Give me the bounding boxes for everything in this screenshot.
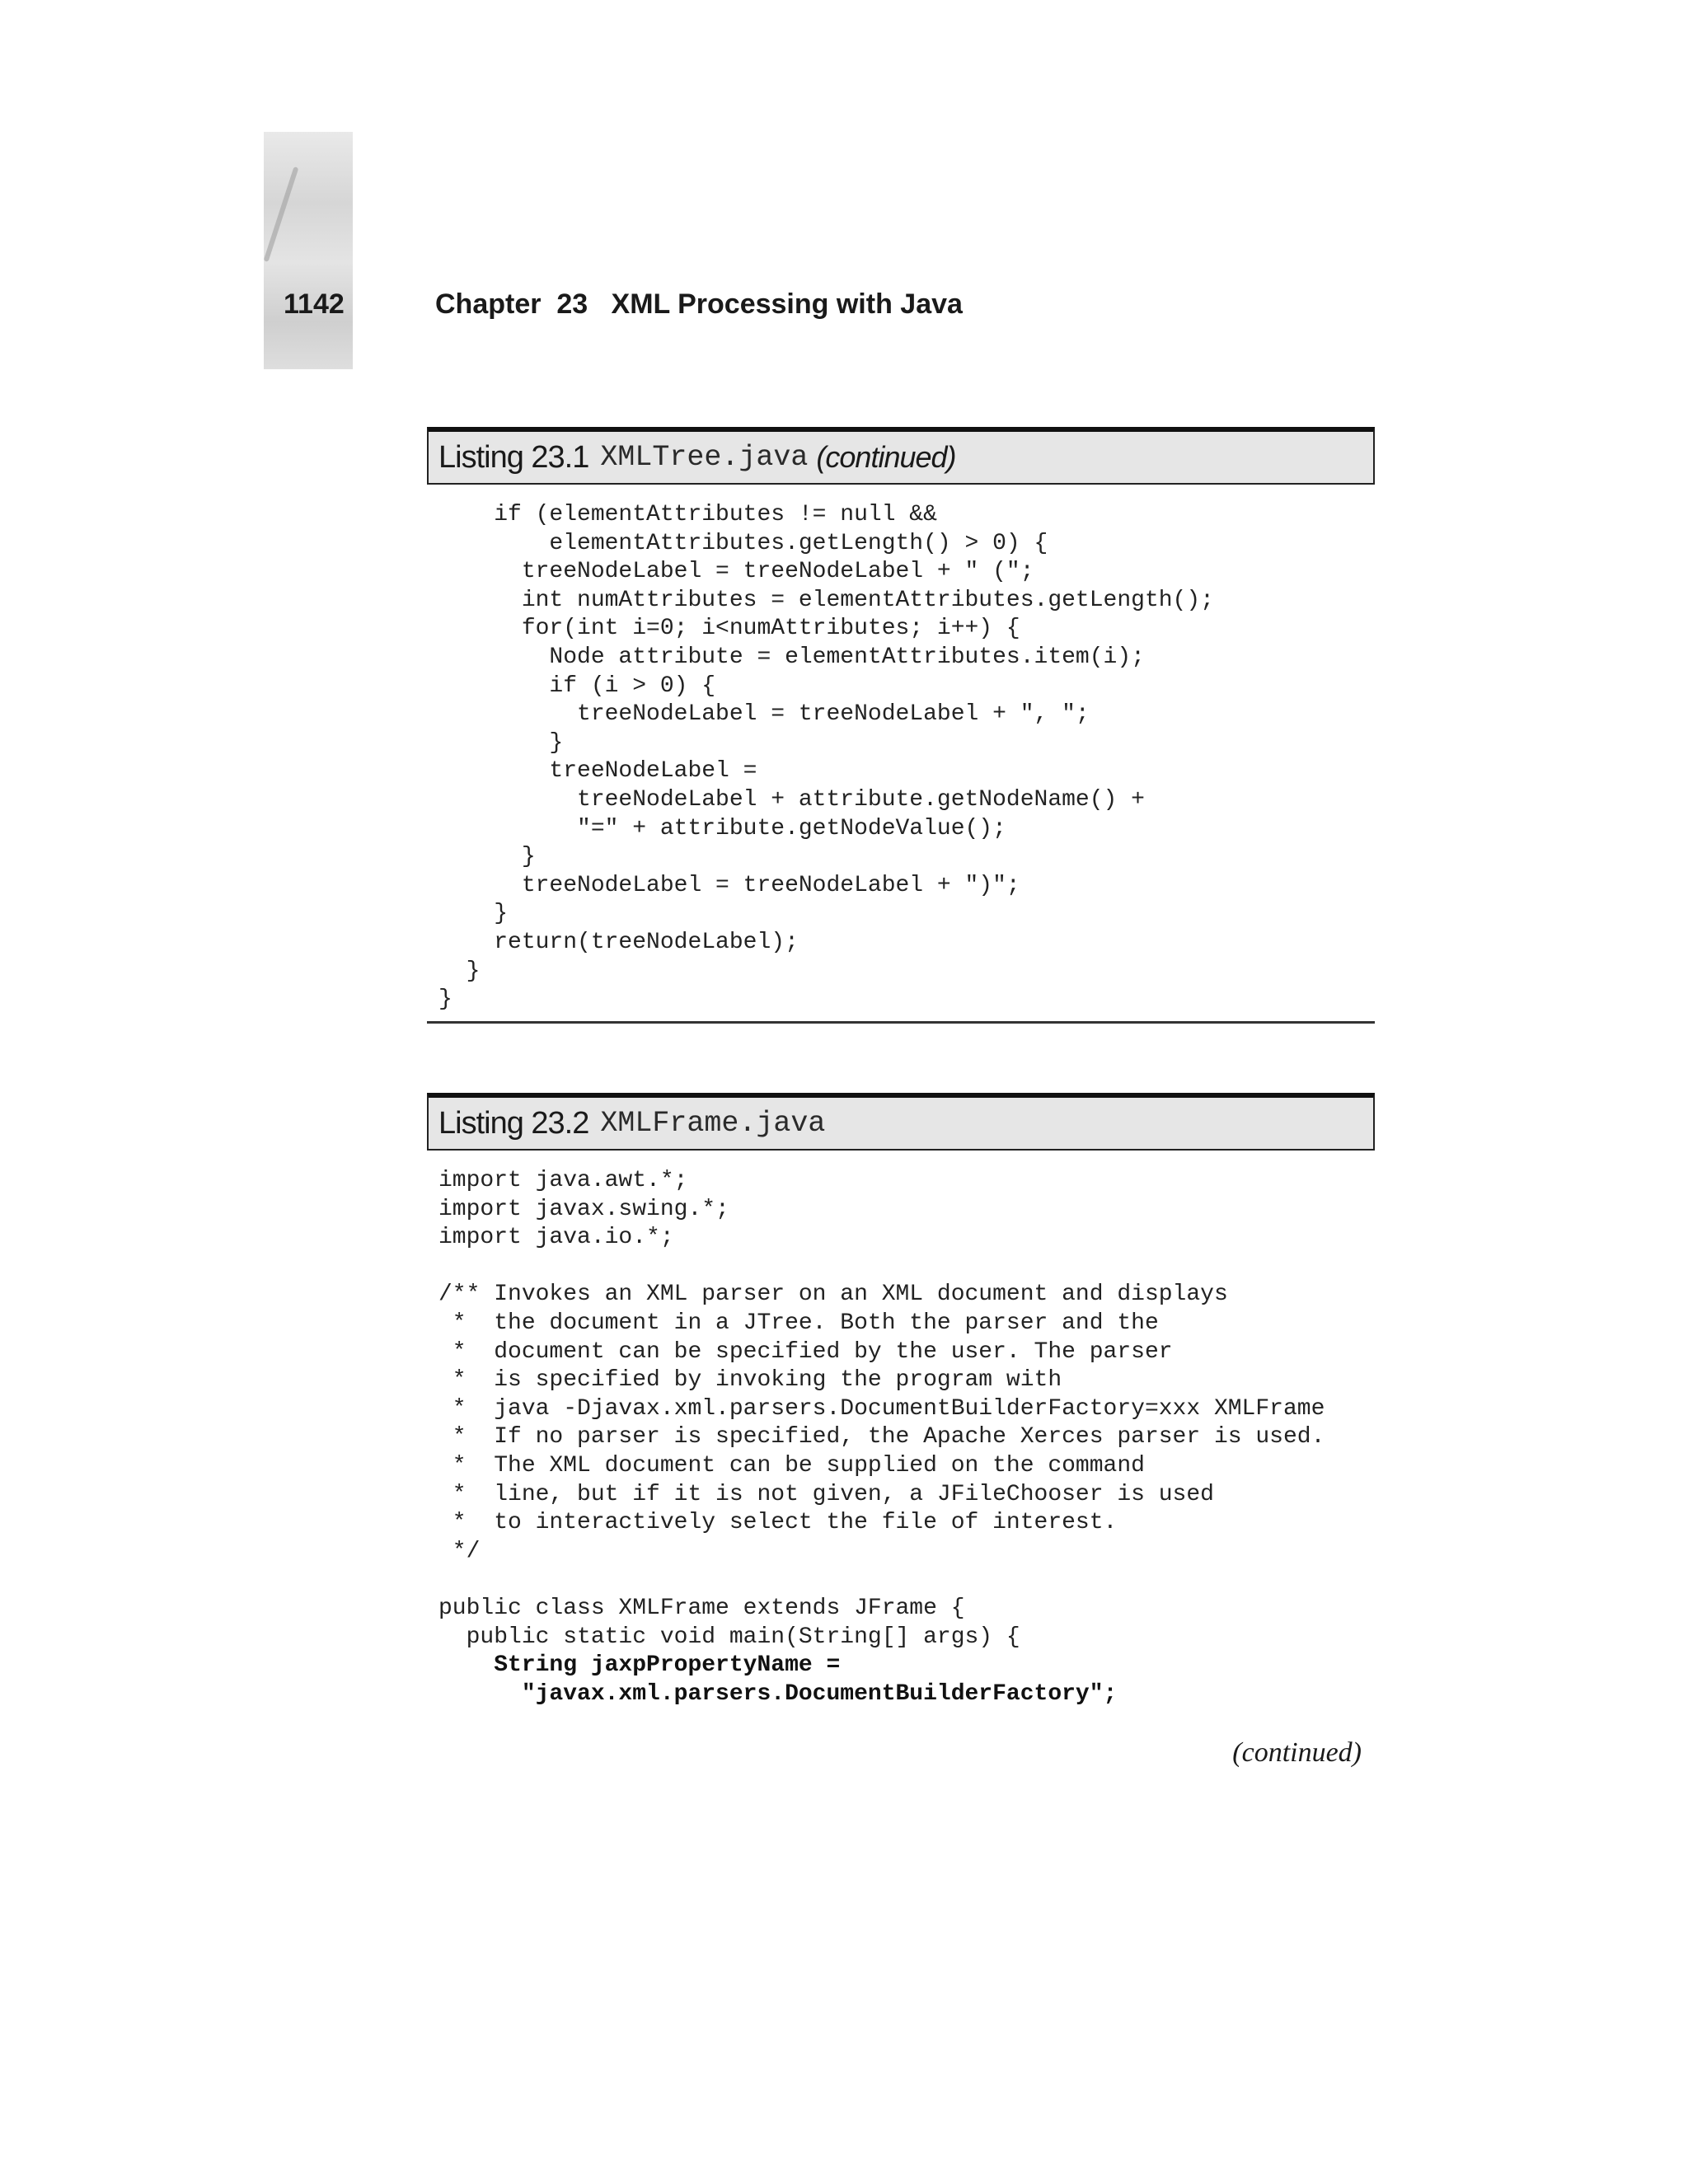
code-line: /** Invokes an XML parser on an XML document and displays xyxy=(438,1282,1228,1308)
code-line: * to interactively select the file of interest. xyxy=(438,1510,1118,1536)
code-line: * document can be specified by the user. The parser xyxy=(438,1338,1173,1365)
code-line-bold: "javax.xml.parsers.DocumentBuilderFactory"; xyxy=(438,1680,1118,1707)
continued-note: (continued) xyxy=(1232,1737,1362,1768)
code-line: } xyxy=(438,958,481,984)
code-line: * line, but if it is not given, a JFileChooser is used xyxy=(438,1481,1214,1507)
code-line: treeNodeLabel + attribute.getNodeName() + xyxy=(438,786,1145,813)
listing-23-1-header xyxy=(427,427,1375,485)
code-line: elementAttributes.getLength() > 0) { xyxy=(438,530,1048,556)
code-line: Node attribute = elementAttributes.item(i); xyxy=(438,644,1145,670)
code-line: public static void main(String[] args) { xyxy=(438,1624,1020,1650)
code-line: import javax.swing.*; xyxy=(438,1196,729,1222)
code-line: } xyxy=(438,987,452,1013)
code-line xyxy=(438,1566,1375,1595)
code-line: if (i > 0) { xyxy=(438,673,716,699)
code-line: * is specified by invoking the program with xyxy=(438,1367,1062,1394)
code-line: "=" + attribute.getNodeValue(); xyxy=(438,815,1006,841)
listing-23-2 xyxy=(427,1093,1375,1708)
listing-23-2-label: Listing 23.2 xyxy=(438,1105,589,1141)
code-line: if (elementAttributes != null && xyxy=(438,502,937,527)
listing-23-1-label: Listing 23.1 xyxy=(438,439,589,475)
code-line: } xyxy=(438,901,509,927)
code-line: } xyxy=(438,729,564,756)
code-line: treeNodeLabel = treeNodeLabel + ", "; xyxy=(438,701,1090,728)
code-line: treeNodeLabel = xyxy=(438,758,757,785)
code-line: return(treeNodeLabel); xyxy=(438,929,799,955)
page-number: 1142 xyxy=(284,288,345,320)
listing-23-1 xyxy=(427,427,1375,1024)
code-line: int numAttributes = elementAttributes.getLength(); xyxy=(438,587,1214,613)
thumb-tab-streak xyxy=(264,166,299,262)
code-line: import java.io.*; xyxy=(438,1225,674,1251)
code-line: * the document in a JTree. Both the parser and the xyxy=(438,1310,1159,1336)
listing-23-2-filename: XMLFrame.java xyxy=(600,1107,826,1140)
code-line xyxy=(438,1253,1375,1282)
listing-23-1-bottom-rule xyxy=(427,1021,1375,1024)
listing-23-2-code xyxy=(427,1167,1375,1708)
listing-23-1-continued: (continued) xyxy=(816,440,956,474)
code-line-bold: String jaxpPropertyName = xyxy=(438,1652,841,1679)
code-line: treeNodeLabel = treeNodeLabel + ")"; xyxy=(438,872,1020,898)
code-line: * java -Djavax.xml.parsers.DocumentBuilderFactory=xxx XMLFrame xyxy=(438,1395,1325,1422)
listing-23-1-filename: XMLTree.java xyxy=(600,441,809,474)
code-line: * If no parser is specified, the Apache Xerces parser is used. xyxy=(438,1424,1325,1451)
code-line: treeNodeLabel = treeNodeLabel + " ("; xyxy=(438,559,1034,585)
code-line: } xyxy=(438,844,536,870)
code-line: * The XML document can be supplied on the command xyxy=(438,1452,1145,1479)
listing-23-2-header xyxy=(427,1093,1375,1151)
code-line: import java.awt.*; xyxy=(438,1168,688,1193)
chapter-heading: Chapter 23 XML Processing with Java xyxy=(435,288,963,320)
code-line: */ xyxy=(438,1538,481,1564)
thumb-tab-decoration xyxy=(264,132,353,369)
code-line: public class XMLFrame extends JFrame { xyxy=(438,1595,965,1621)
code-line: for(int i=0; i<numAttributes; i++) { xyxy=(438,616,1020,642)
listing-23-1-code xyxy=(427,501,1375,1015)
